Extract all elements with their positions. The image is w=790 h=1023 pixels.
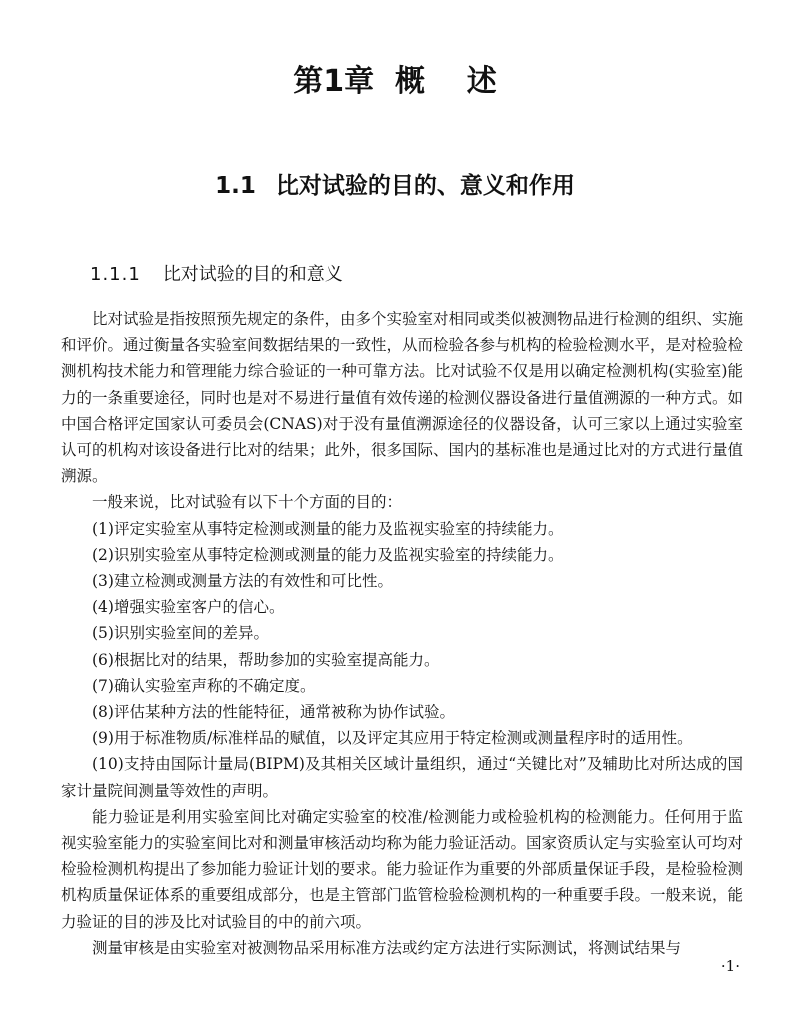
- body-text: [61, 306, 743, 961]
- paragraph-definition: 比对试验是指按照预先规定的条件，由多个实验室对相同或类似被测物品进行检测的组织、实施和评价。通过衡量各实验室间数据结果的一致性，从而检验各参与机构的检验检测水平，是对检验检测机构技术能力和管理能力综合验证的一种可靠方法。比对试验不仅是用以确定检测机构(实验室)能力的一条重要途径，同时也是对不易进行量值有效传递的检测仪器设备进行量值溯源的一种方式。如中国合格评定国家认可委员会(CNAS)对于没有量值溯源途径的仪器设备，认可三家以上通过实验室认可的机构对该设备进行比对的结果；此外，很多国际、国内的基标准也是通过比对的方式进行量值溯源。: [61, 310, 744, 486]
- subsection-number: 1.1.1: [90, 264, 141, 285]
- page-number: ·1·: [720, 957, 740, 975]
- purpose-item-4: (4)增强实验室客户的信心。: [92, 598, 285, 617]
- purpose-item-9: (9)用于标准物质/标准样品的赋值，以及评定其应用于特定检测或测量程序时的适用性。: [92, 729, 693, 748]
- purpose-item-6: (6)根据比对的结果，帮助参加的实验室提高能力。: [92, 650, 440, 669]
- purpose-item-2: (2)识别实验室从事特定检测或测量的能力及监视实验室的持续能力。: [92, 545, 564, 564]
- purpose-item-8: (8)评估某种方法的性能特征，通常被称为协作试验。: [92, 703, 455, 722]
- purpose-item-5: (5)识别实验室间的差异。: [92, 624, 269, 643]
- purpose-item-10: (10)支持由国际计量局(BIPM)及其相关区域计量组织，通过“关键比对”及辅助比对所达成的国家计量院间测量等效性的声明。: [61, 755, 743, 800]
- paragraph-purpose-intro: 一般来说，比对试验有以下十个方面的目的：: [92, 493, 403, 512]
- purpose-item-7: (7)确认实验室声称的不确定度。: [92, 676, 316, 695]
- section-title: [0, 170, 790, 202]
- paragraph-proficiency-testing: 能力验证是利用实验室间比对确定实验室的校准/检测能力或检验机构的检测能力。任何用于监视实验室能力的实验室间比对和测量审核活动均称为能力验证活动。国家资质认定与实验室认可均对检验检测机构提出了参加能力验证计划的要求。能力验证作为重要的外部质量保证手段，是检验检测机构质量保证体系的重要组成部分，也是主管部门监管检验检测机构的一种重要手段。一般来说，能力验证的目的涉及比对试验目的中的前六项。: [61, 807, 744, 931]
- subsection-title-text: 比对试验的目的和意义: [162, 264, 343, 285]
- chapter-title: 第1章 概 述: [293, 64, 497, 99]
- section-title-text: 比对试验的目的、意义和作用: [275, 173, 575, 199]
- paragraph-measurement-audit: 测量审核是由实验室对被测物品采用标准方法或约定方法进行实际测试，将测试结果与: [92, 938, 682, 957]
- purpose-item-3: (3)建立检测或测量方法的有效性和可比性。: [92, 572, 393, 591]
- subsection-title: [90, 262, 730, 288]
- section-number: 1.1: [215, 173, 256, 199]
- purpose-item-1: (1)评定实验室从事特定检测或测量的能力及监视实验室的持续能力。: [92, 519, 564, 538]
